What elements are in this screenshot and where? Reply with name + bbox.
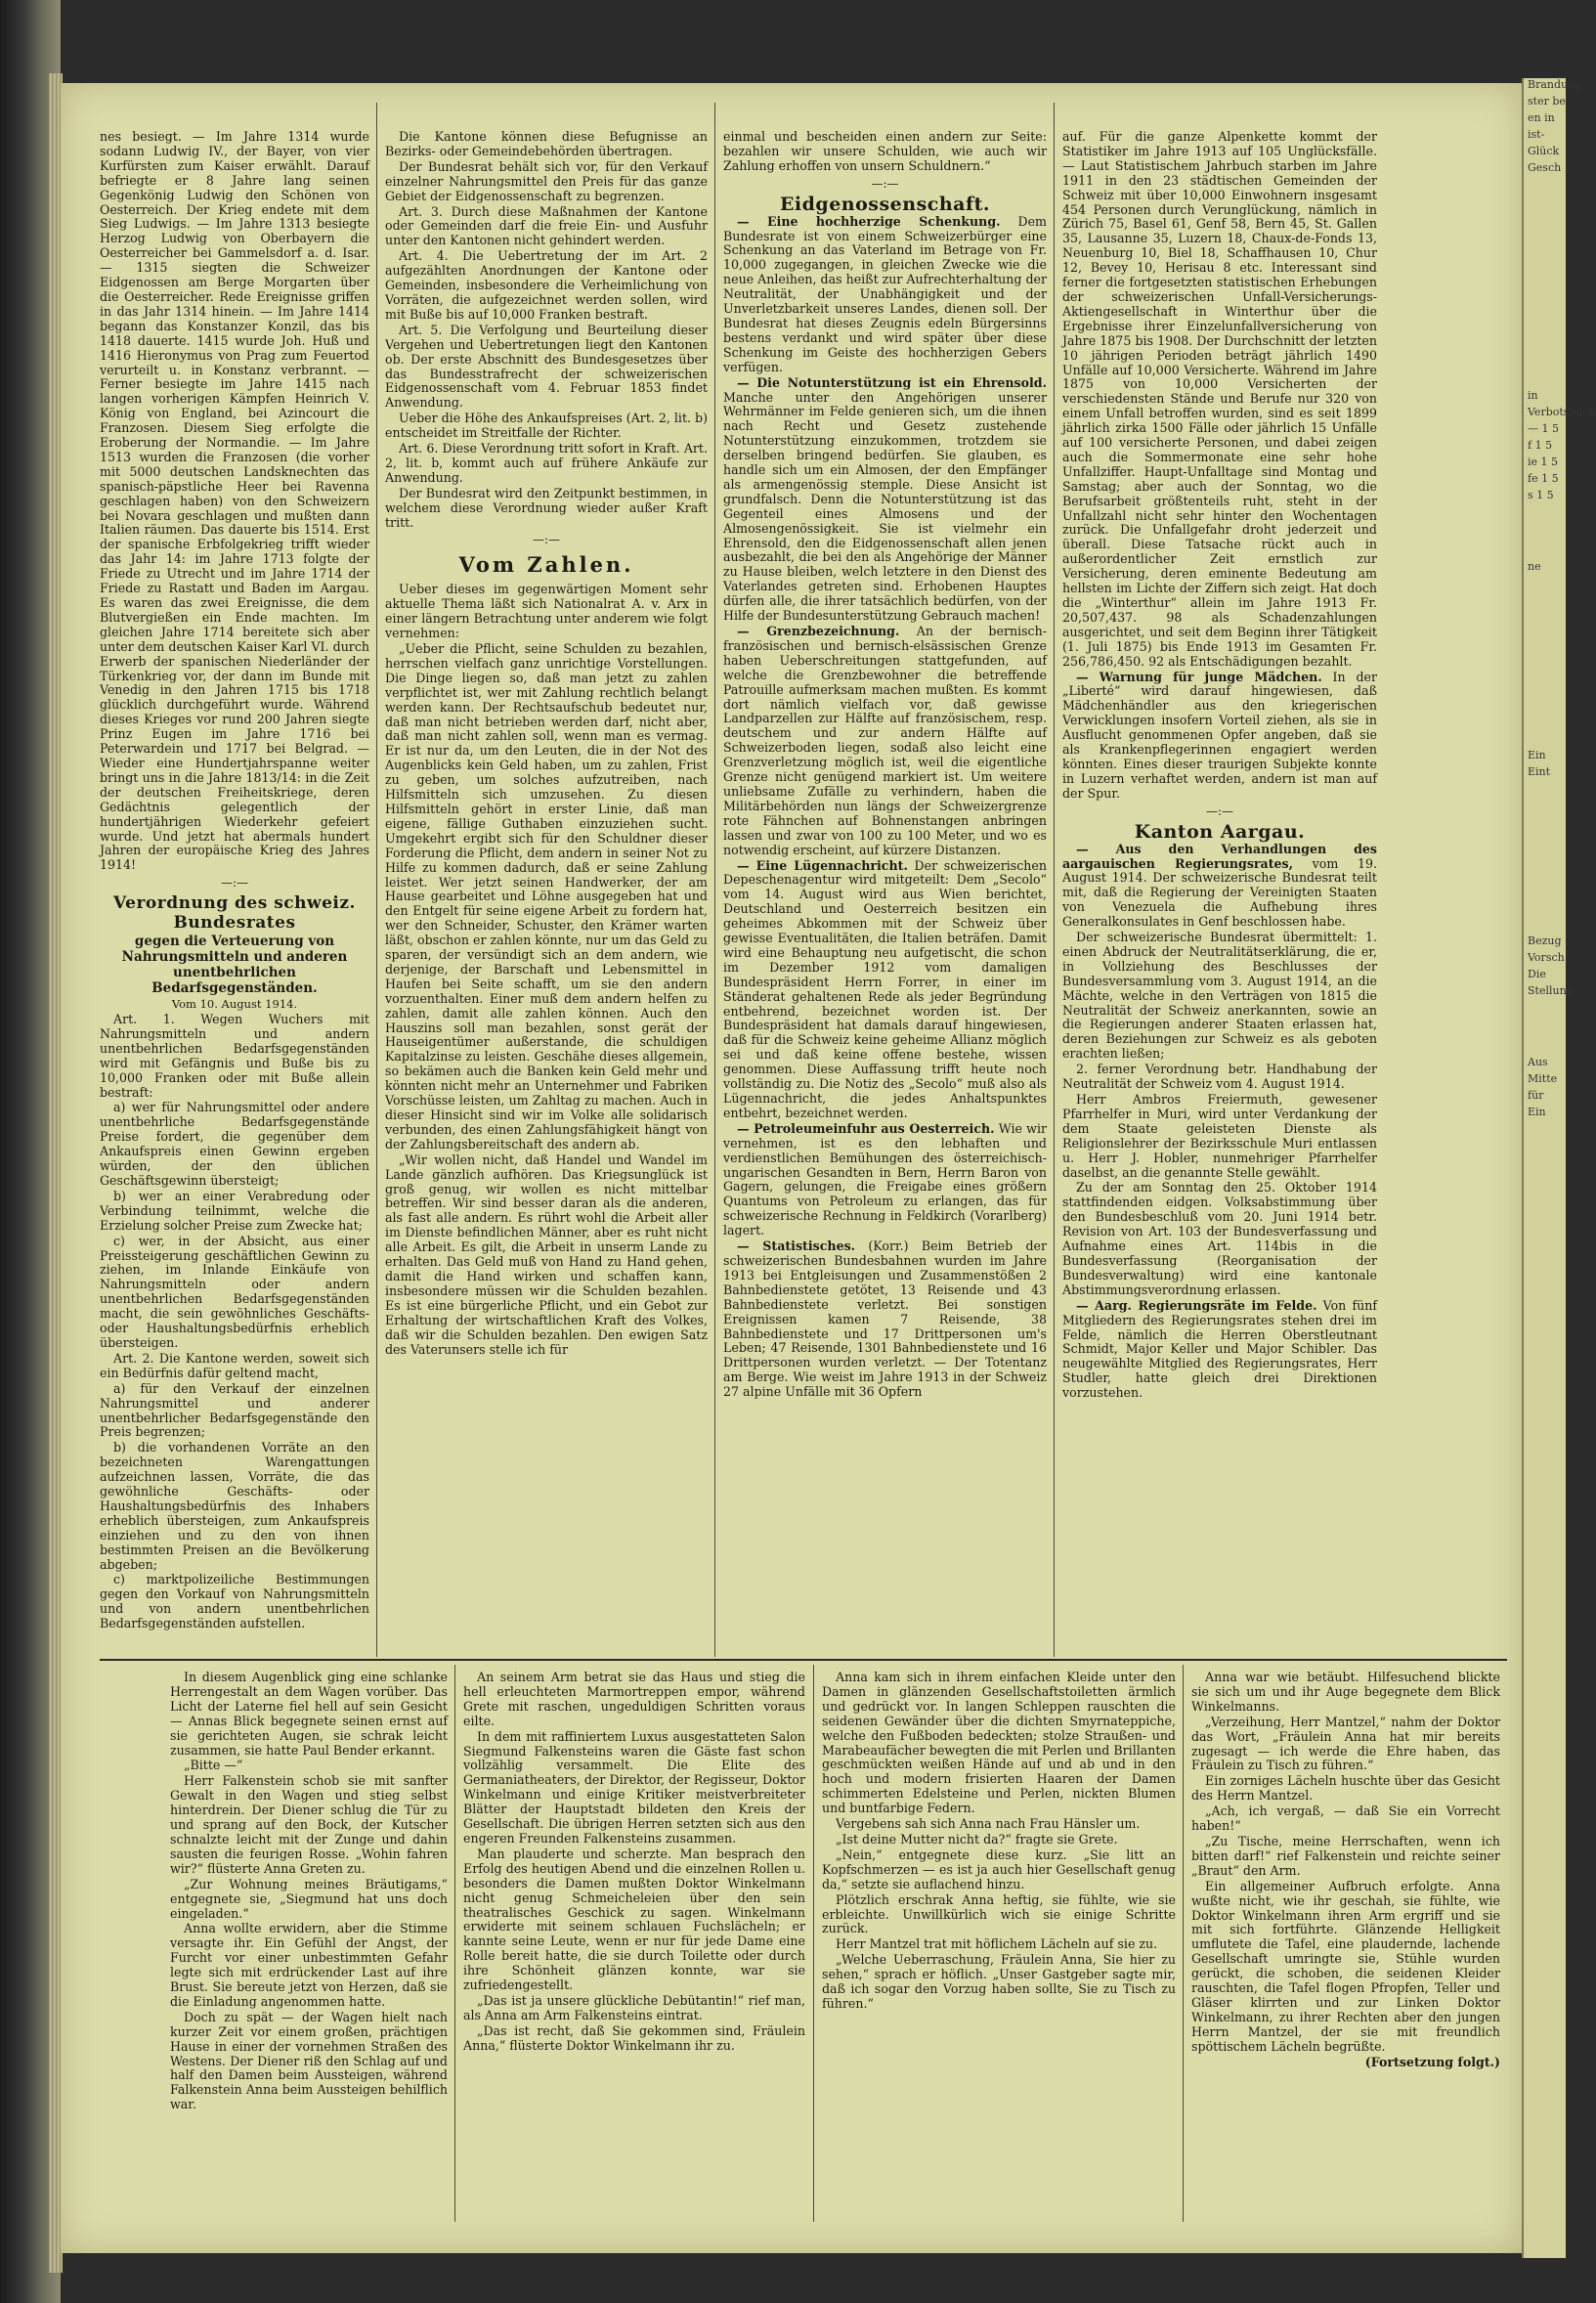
news-item-lead: — Eine Lügennachricht. — [737, 857, 908, 873]
edge-fragment: Eint — [1528, 765, 1551, 778]
edge-fragment: Mitte — [1528, 1072, 1558, 1085]
edge-fragment: Ein — [1528, 1106, 1546, 1118]
story-paragraph: Plötzlich erschrak Anna heftig, sie fühlte, wie sie erbleichte. Unwillkürlich wich sie einige Schritte zurück. — [822, 1891, 1176, 1936]
eidgenossenschaft-title: Eidgenossenschaft. — [779, 193, 991, 215]
story-paragraph: Man plauderte und scherzte. Man besprach den Erfolg des heutigen Abend und die einzelnen Rollen u. besonders die Damen mußten Doktor Winkelmann nicht genug Schmeicheleien über den sein theatralisches Geschick zu sagen. Winkelmann erwiderte mit seinem schlauen Fuchslächeln; er kannte seine Leute, wenn er nur für jede Dame eine Rolle bereit hatte, die sie durch Toilette oder durch ihre Schönheit glänzen konnte, war sie zufriedengestellt. — [463, 1846, 805, 1993]
news-item-text: Herr Ambros Freiermuth, gewesener Pfarrhelfer in Muri, wird unter Verdankung der dem Staate geleisteten Dienste als Religionslehrer der Bezirksschule Muri entlassen u. Herr J. Hobler, nunmehriger Pfarrhelfer daselbst, an die genannte Stelle gewählt. — [1062, 1092, 1377, 1180]
article-paragraph: „Wir wollen nicht, daß Handel und Wandel im Lande gänzlich aufhören. Das Kriegsunglück ist groß genug, wir wollen es nicht mittelbar betreffen. Wir sind besser daran als die anderen, als fast alle andern. Es rührt wohl die Arbeit aller im Dienste befindlichen Männer, aber es ruht nicht alle Arbeit. Es gilt, die Arbeit in unserm Lande zu erhalten. Das Geld muß von Hand zu Hand gehen, damit die Hand wirken und schaffen kann, insbesondere müssen wir die Schulden bezahlen. Es ist eine bürgerliche Pflicht, und ein Gebot zur Erhaltung der wirtschaftlichen Kraft des Volkes, daß wir die Schulden bezahlen. Den ewigen Satz des Vaterunsers stelle ich für — [385, 1152, 708, 1357]
news-item-text: vom 19. August 1914. Der schweizerische Bundesrat teilt mit, daß die Regierung der Vereinigten Staaten von Venezuela die Aufhebung ihres Generalkonsulates in Genf beschlossen habe. — [1062, 855, 1377, 930]
article-paragraph: einmal und bescheiden einen andern zur Seite: bezahlen wir unsere Schulden, wie auch wir Zahlung erhoffen von unsern Schuldnern.“ — [723, 129, 1047, 173]
news-item — [723, 859, 1047, 1121]
article-paragraph: „Ueber die Pflicht, seine Schulden zu bezahlen, herrschen vielfach ganz unrichtige Vorstellungen. Die Dinge liegen so, daß man jetzt zu zahlen verpflichtet ist, wer mit Zahlung rechtlich belangt werden kann. Der Rechtsaufschub bedeutet nur, daß man nicht betrieben werden darf, nicht aber, daß man nicht zahlen soll, wenn man es vermag. Er ist nur da, um den Leuten, die in der Not des Augenblicks kein Geld haben, um zu zahlen, Frist zu geben, um solches aufzutreiben, nach Hilfsmitteln sich umzusehen. Zu diesen Hilfsmitteln gehört in erster Linie, daß man eigene, fällige Guthaben einzuziehen sucht. Umgekehrt ergibt sich für den Schuldner dieser Forderung die Pflicht, dem andern in seiner Not zu Hilfe zu kommen dadurch, daß er seine Zahlung leistet. Wer jetzt seinen Handwerker, der am Hause gearbeitet und Löhne ausgegeben hat und den Entgelt für seine eigene Arbeit zu fordern hat, wer den Schneider, Schuster, den Krämer warten läßt, obschon er zahlen könnte, nur um das Geld zu sparen, der versündigt sich an dem andern, wie derjenige, der Barschaft und Lebensmittel in Haufen bei Seite schafft, um sie den andern vorzuenthalten. Einer muß dem andern helfen zu zahlen, damit alle zahlen können. Auch den Hauszins soll man bezahlen, sonst gerät der Hauseigentümer außerstande, die schuldigen Kapitalzinse zu leisten. Geschähe dieses allgemein, so bekämen auch die Banken kein Geld mehr und könnten nicht mehr an Unternehmer und Fabriken Vorschüsse leisten, um Zahltag zu machen. Auch in dieser Hinsicht sind wir im Volke alle solidarisch verbunden, des einen Zahlungsfähigkeit hängt von der Zahlungsbereitschaft des andern ab. — [385, 641, 708, 1152]
column-3 — [723, 130, 1047, 1655]
story-paragraph: „Verzeihung, Herr Mantzel,“ nahm der Doktor das Wort, „Fräulein Anna hat mir bereits zugesagt — ich werde die Ehre haben, das Fräulein zu Tisch zu führen.“ — [1191, 1714, 1500, 1773]
ordinance-date: Vom 10. August 1914. — [171, 997, 298, 1012]
column-rule — [1054, 103, 1055, 1657]
article-paragraph: Der Bundesrat wird den Zeitpunkt bestimmen, in welchem diese Verordnung wieder außer Kraft tritt. — [385, 485, 708, 530]
news-item-text: In der „Liberté“ wird darauf hingewiesen, daß Mädchenhändler aus den kriegerischen Verwicklungen insofern Vorteil ziehen, als sie in Ausflucht genommenen Opfer angeben, daß sie als Krankenpflegerinnen engagiert werden könnten. Eines dieser traurigen Subjekte konnte in Luzern verhaftet werden, andern ist man auf der Spur. — [1062, 669, 1377, 801]
zahlen-title: Vom Zahlen. — [458, 552, 634, 578]
column-1 — [100, 130, 369, 1655]
edge-fragment: Die — [1528, 968, 1546, 980]
news-item-text: Manche unter den Angehörigen unserer Wehrmänner im Felde genieren sich, um die ihnen nach Recht und Gesetz zustehende Notunterstützung einzukommen, trotzdem sie derselben bringend bedürfen. Sie glauben, es handle sich um ein Almosen, der den Empfänger als armengenössig stemple. Diese Ansicht ist grundfalsch. Denn die Notunterstützung ist das Gegenteil eines Almosens und der Almosengenössigkeit. Sie ist vielmehr ein Ehrensold, den die Eidgenossenschaft allen jenen ausbezahlt, die bei den als Angehörige der Männer zu Hause bleiben, welch letztere in den Dienst des Vaterlandes getreten sind. Erhobenen Hauptes dürfen alle, die ihrer tatsächlich bedürfen, von der Hilfe der Bundesunterstützung Gebrauch machen! — [723, 389, 1047, 624]
article-paragraph: Ueber dieses im gegenwärtigen Moment sehr aktuelle Thema läßt sich Nationalrat A. v. Arx in einer längern Betrachtung unter anderem wie folgt vernehmen: — [385, 582, 708, 641]
kanton-aargau-title: Kanton Aargau. — [1134, 820, 1306, 843]
news-item-lead: — Aarg. Regierungsräte im Felde. — [1076, 1297, 1317, 1313]
ordinance-subtitle: gegen die Verteuerung von Nahrungsmitteln und anderen unentbehrlichen Bedarfsgegenständen. — [121, 934, 348, 997]
news-item — [723, 215, 1047, 375]
feuilleton-column-1 — [170, 1671, 448, 2218]
news-item-lead: — Grenzbezeichnung. — [737, 624, 900, 638]
story-paragraph: Doch zu spät — der Wagen hielt nach kurzer Zeit vor einem großen, prächtigen Hause in einer der vornehmen Straßen des Westens. Der Diener riß den Schlag auf und half den Damen beim Aussteigen, während Falkenstein Anna beim Aussteigen behilflich war. — [170, 2009, 448, 2112]
separator: —:— — [532, 533, 561, 547]
article-paragraph: Art. 1. Wegen Wuchers mit Nahrungsmitteln und andern unentbehrlichen Bedarfsgegenständen wird mit Gefängnis und Buße bis zu 10,000 Franken oder mit Buße allein bestraft: — [100, 1012, 369, 1100]
edge-fragment: Gesch — [1528, 161, 1562, 174]
news-item-lead: — Eine hochherzige Schenkung. — [737, 213, 1001, 229]
news-item-text: An der bernisch-französischen und bernisch-elsässischen Grenze haben Ueberschreitungen stattgefunden, auf welche die Grenzbewohner die betreffende Patrouille aufmerksam machen mußten. Es kommt dort nämlich vielfach vor, daß gewisse Landparzellen zur Hälfte auf französischem, resp. deutschem und zur andern Hälfte auf Schweizerboden liegen, sodaß also leicht eine Grenzverletzung möglich ist, weil die eigentliche Grenze nicht genügend markiert ist. Um weitere unliebsame Zufälle zu verhindern, haben die Militärbehörden nun längs der Schweizergrenze rote Fähnchen auf Bohnenstangen anbringen lassen und zwar von 100 zu 100 Meter, und wo es notwendig erscheint, auf kürzere Distanzen. — [723, 624, 1047, 857]
news-item-lead: — Petroleumeinfuhr aus Oesterreich. — [737, 1120, 995, 1136]
story-paragraph: Anna kam sich in ihrem einfachen Kleide unter den Damen in glänzenden Gesellschaftstoiletten ärmlich und gedrückt vor. In langen Schleppen rauschten die seidenen Gewänder über die dichten Smyrnateppiche, welche den Fußboden bedeckten; stolze Straußen- und Marabeaufächer bewegten die mit Perlen und Brillanten geschmückten weißen Hände auf und ab und in den hoch und modern frisierten Haaren der Damen schimmerten Edelsteine und Perlen, nickten Blumen und buntfarbige Federn. — [822, 1670, 1176, 1816]
news-item-lead: — Warnung für junge Mädchen. — [1076, 669, 1322, 684]
story-paragraph: An seinem Arm betrat sie das Haus und stieg die hell erleuchteten Marmortreppen empor, während Grete mit raschen, ungeduldigen Schritten voraus eilte. — [463, 1670, 805, 1728]
newspaper-page — [61, 83, 1522, 2253]
column-4 — [1062, 130, 1377, 1655]
column-2 — [385, 130, 708, 1655]
story-paragraph: „Welche Ueberraschung, Fräulein Anna, Sie hier zu sehen,“ sprach er höflich. „Unser Gastgeber sagte mir, daß ich sogar den Vorzug haben sollte, Sie zu Tisch zu führen.“ — [822, 1952, 1176, 2011]
edge-fragment: ie 1 5 — [1528, 456, 1559, 468]
separator: —:— — [871, 176, 899, 191]
news-item-text: Von fünf Mitgliedern des Regierungsrates stehen drei im Felde, nämlich die Herren Oberstleutnant Schmidt, Major Keller und Major Schibler. Das neugewählte Mitglied des Regierungsrates, Herr Studler, hatte gleich drei Direktionen vorzustehen. — [1062, 1297, 1377, 1401]
adjacent-page-edge — [1522, 78, 1596, 2258]
story-paragraph: In diesem Augenblick ging eine schlanke Herrengestalt an dem Wagen vorüber. Das Licht der Laterne fiel hell auf sein Gesicht — Annas Blick begegnete seinen ernst auf sie gerichteten Augen, sie schrak leicht zusammen, sie hatte Paul Bender erkannt. — [170, 1670, 448, 1758]
column-rule — [376, 103, 377, 1657]
feuilleton-rule — [100, 1659, 1507, 1661]
edge-fragment: f 1 5 — [1528, 439, 1553, 452]
edge-fragment: ne — [1528, 560, 1541, 573]
story-paragraph: Herr Mantzel trat mit höflichem Lächeln auf sie zu. — [836, 1936, 1158, 1952]
news-item — [1062, 1063, 1377, 1092]
news-item-text: 2. ferner Verordnung betr. Handhabung der Neutralität der Schweiz vom 4. August 1914. — [1062, 1062, 1377, 1092]
article-paragraph: c) wer, in der Absicht, aus einer Preissteigerung geschäftlichen Gewinn zu ziehen, im Inlande Einkäufe von Nahrungsmitteln oder andern unentbehrlichen Bedarfsgegenständen macht, die sein gewöhnliches Geschäfts- oder Haushaltungsbedürfnis erheblich übersteigen. — [100, 1233, 369, 1350]
story-paragraph: „Ach, ich vergaß, — daß Sie ein Vorrecht haben!“ — [1191, 1803, 1500, 1834]
feuilleton-column-2 — [463, 1671, 805, 2218]
article-paragraph: Ueber die Höhe des Ankaufspreises (Art. 2, lit. b) entscheidet im Streitfalle der Richter. — [385, 411, 708, 441]
article-paragraph: a) wer für Nahrungsmittel oder andere unentbehrliche Bedarfsgegenstände Preise fordert, die gegenüber dem Ankaufspreis einen Gewinn ergeben würden, der den üblichen Geschäftsgewinn übersteigt; — [100, 1100, 369, 1188]
news-item — [723, 376, 1047, 624]
article-paragraph: b) die vorhandenen Vorräte an den bezeichneten Warengattungen aufzeichnen lassen, Vorräte, die das gewöhnliche Geschäfts- oder Haushaltungsbedürfnis des Inhabers erheblich übersteigen, zum Ankaufspreis einziehen und zu den von ihnen bestimmten Preisen an die Bevölkerung abgeben; — [100, 1440, 369, 1572]
story-paragraph: Herr Falkenstein schob sie mit sanfter Gewalt in den Wagen und stieg selbst hinterdrein. Der Diener schlug die Tür zu und sprang auf den Bock, der Kutscher schnalzte leicht mit der Zunge und dahin sausten die feurigen Rosse. „Wohin fahren wir?“ flüsterte Anna Greten zu. — [170, 1773, 448, 1876]
feuilleton-column-3 — [822, 1671, 1176, 2218]
column-rule — [454, 1665, 455, 2222]
news-item-text: Dem Bundesrate ist von einem Schweizerbürger eine Schenkung an das Vaterland im Betrage von Fr. 10,000 zugegangen, in gleichen Zwecke wie die neue Anleihen, das heißt zur Aufrechterhaltung der Neutralität, der Unabhängigkeit und der Unverletzbarkeit unseres Landes, dienen soll. Der Bundesrat hat dieses Zeugnis edeln Bürgersinns bestens verdankt und wird später über diese Schenkung im Geiste des hochherzigen Gebers verfügen. — [723, 213, 1047, 374]
story-paragraph: „Zur Wohnung meines Bräutigams,“ entgegnete sie, „Siegmund hat uns doch eingeladen.“ — [170, 1876, 448, 1921]
edge-fragment: für — [1528, 1089, 1544, 1102]
story-paragraph: Anna war wie betäubt. Hilfesuchend blickte sie sich um und ihr Auge begegnete dem Blick Winkelmanns. — [1191, 1670, 1500, 1714]
story-paragraph: In dem mit raffiniertem Luxus ausgestatteten Salon Siegmund Falkensteins waren die Gäste fast schon vollzählig versammelt. Die Elite des Germaniatheaters, der Direktor, der Regisseur, Doktor Winkelmann und einige Kritiker meistverbreiteter Blätter der Hauptstadt bildeten den Kreis der Gesellschaft. Die übrigen Herren setzten sich aus den engeren Freunden Falkensteins zusammen. — [463, 1728, 805, 1846]
edge-fragment: in — [1528, 389, 1538, 402]
article-paragraph: Der Bundesrat behält sich vor, für den Verkauf einzelner Nahrungsmittel den Preis für das ganze Gebiet der Eidgenossenschaft zu begrenzen. — [385, 158, 708, 203]
article-paragraph: Art. 3. Durch diese Maßnahmen der Kantone oder Gemeinden darf die freie Ein- und Ausfuhr unter den Kantonen nicht gehindert werden. — [385, 203, 708, 248]
edge-fragment: ster be — [1528, 95, 1566, 108]
article-paragraph: Art. 2. Die Kantone werden, soweit sich ein Bedürfnis dafür geltend macht, — [100, 1350, 369, 1380]
article-paragraph: auf. Für die ganze Alpenkette kommt der Statistiker im Jahre 1913 auf 105 Unglücksfälle. — Laut Statistischem Jahrbuch starben im Jahre 1911 in den 23 städtischen Gemeinden der Schweiz mit über 10,000 Einwohnern insgesamt 454 Personen durch Verunglückung, nämlich in Zürich 75, Basel 61, Genf 58, Bern 45, St. Gallen 35, Lausanne 35, Luzern 18, Chaux-de-Fonds 13, Neuenburg 10, Biel 18, Schaffhausen 10, Chur 12, Bevey 10, Herisau 8 etc. Interessant sind ferner die fortgesetzten statistischen Erhebungen der schweizerischen Unfall-Versicherungs-Aktiengesellschaft in Winterthur über die Ergebnisse ihrer Einzelunfallversicherung von Jahre 1875 bis 1908. Der Durchschnitt der letzten 10 jährigen Perioden beträgt jährlich 1490 Unfälle auf 10,000 Versicherte. Während im Jahre 1875 von 10,000 Versicherten der verschiedensten Stände und Berufe nur 320 von einem Unfall betroffen wurden, sind es seit 1899 jährlich zirka 1500 Fälle oder jährlich 15 Unfälle auf 100 versicherte Personen, und dabei zeigen auch die Sommermonate eine sehr hohe Unfallziffer. Haupt-Unfalltage sind Montag und Samstag; aber auch der Sonntag, wo die Berufsarbeit größtenteils ruht, steht in der Unfallzahl nicht sehr hinter den Wochentagen zurück. Die Unfallgefahr droht jederzeit und überall. Diese Tatsache rückt auch in außerordentlicher Zeit ernstlich zur Versicherung, deren eminente Bedeutung am hellsten im Lichte der Ziffern sich zeigt. Hat doch die „Winterthur“ allein im Jahre 1913 Fr. 20,507,437. 98 als Schadenzahlungen ausgerichtet, und seit dem Beginn ihrer Tätigkeit (1. Juli 1875) bis Ende 1913 im Gesamten Fr. 256,786,450. 92 als Entschädigungen bezahlt. — [1062, 129, 1377, 669]
column-rule — [813, 1665, 814, 2222]
news-item — [1062, 843, 1377, 930]
news-item-lead: — Statistisches. — [737, 1238, 856, 1254]
news-item — [1062, 1093, 1377, 1180]
story-paragraph: „Bitte —“ — [184, 1758, 243, 1773]
story-paragraph: „Zu Tische, meine Herrschaften, wenn ich bitten darf!“ rief Falkenstein und reichte seiner „Braut“ den Arm. — [1191, 1833, 1500, 1878]
edge-fragment: Bezug — [1528, 934, 1562, 947]
news-item-text: Zu der am Sonntag den 25. Oktober 1914 stattfindenden eidgen. Volksabstimmung über den Bundesbeschluß vom 20. Juni 1914 betr. Revision von Art. 103 der Bundesverfassung und Aufnahme eines Art. 114bis in die Bundesverfassung (Reorganisation der Bundesverwaltung) wird eine kantonale Abstimmungsverordnung erlassen. — [1062, 1180, 1377, 1297]
article-paragraph: b) wer an einer Verabredung oder Verbindung teilnimmt, welche die Erzielung solcher Preise zum Zwecke hat; — [100, 1188, 369, 1233]
story-paragraph: „Das ist ja unsere glückliche Debütantin!“ rief man, als Anna am Arm Falkensteins eintrat. — [463, 1992, 805, 2022]
article-paragraph: Art. 5. Die Verfolgung und Beurteilung dieser Vergehen und Uebertretungen liegt den Kantonen ob. Der erste Abschnitt des Bundesgesetzes über das Bundesstrafrecht der schweizerischen Eidgenossenschaft vom 4. Februar 1853 findet Anwendung. — [385, 322, 708, 411]
edge-fragment: fe 1 5 — [1528, 472, 1559, 485]
news-item — [723, 625, 1047, 858]
story-paragraph: Ein allgemeiner Aufbruch erfolgte. Anna wußte nicht, wie ihr geschah, sie fühlte, wie Doktor Winkelmann ihren Arm ergriff und sie mit sich fortführte. Glänzende Helligkeit umflutete die Tafel, eine plaudernde, lachende Gesellschaft umringte sie, Stühle wurden gerückt, die schoben, die seidenen Kleider rauschten, die Tafel flogen Pfropfen, Teller und Gläser klirrten und zur Linken Doktor Winkelmann, zu ihrer Rechten aber den jungen Herrn Mantzel, der sie mit freundlich spöttischem Lächeln begrüßte. — [1191, 1878, 1500, 2054]
news-item — [1062, 1299, 1377, 1401]
continued-note: (Fortsetzung folgt.) — [1364, 2054, 1500, 2069]
edge-fragment: Vorsch — [1528, 951, 1565, 964]
article-paragraph: a) für den Verkauf der einzelnen Nahrungsmittel und anderer unentbehrlicher Bedarfsgegenstände den Preis begrenzen; — [100, 1380, 369, 1440]
article-paragraph: Die Kantone können diese Befugnisse an Bezirks- oder Gemeindebehörden übertragen. — [385, 129, 708, 158]
news-item — [1062, 931, 1377, 1062]
feuilleton-column-4 — [1191, 1671, 1500, 2218]
edge-fragment: Glück — [1528, 145, 1560, 157]
column-rule — [1183, 1665, 1184, 2222]
news-item-text: Der schweizerische Bundesrat übermittelt: 1. einen Abdruck der Neutralitätserklärung, die er, in Vollziehung des Beschlusses der Bundesversammlung vom 3. August 1914, an die Mächte, welche in den Verträgen von 1815 die Neutralität der Schweiz anerkannten, sowie an die Regierungen anderer Staaten erlassen hat, deren Beziehungen zur Schweiz es als geboten erachten ließen; — [1062, 930, 1377, 1062]
story-paragraph: Ein zorniges Lächeln huschte über das Gesicht des Herrn Mantzel. — [1191, 1773, 1500, 1803]
article-paragraph: Art. 4. Die Uebertretung der im Art. 2 aufgezählten Anordnungen der Kantone oder Gemeinden, insbesondere die Verheimlichung von Vorräten, die aufgezeichnet werden sollen, wird mit Buße bis auf 10,000 Franken bestraft. — [385, 248, 708, 322]
news-item-text: (Korr.) Beim Betrieb der schweizerischen Bundesbahnen wurden im Jahre 1913 bei Entgleisungen und Zusammenstößen 2 Bahnbedienstete getötet, 13 Reisende und 43 Bahnbedienstete verletzt. Bei sonstigen Ereignissen kamen 7 Reisende, 38 Bahnbedienstete und 17 Drittpersonen um's Leben; 47 Reisende, 1301 Bahnbedienstete und 16 Drittpersonen wurden verletzt. — Der Totentanz am Berge. Wie weist im Jahre 1913 in der Schweiz 27 alpine Unfälle mit 36 Opfern — [723, 1238, 1047, 1400]
news-item — [1062, 1181, 1377, 1297]
news-item — [723, 1122, 1047, 1238]
article-paragraph: Art. 6. Diese Verordnung tritt sofort in Kraft. Art. 2, lit. b, kommt auch auf frühere Ankäufe zur Anwendung. — [385, 441, 708, 485]
separator: —:— — [1205, 804, 1234, 818]
edge-fragment: Stellung — [1528, 984, 1574, 997]
news-item-lead: — Die Notunterstützung ist ein Ehrensold. — [737, 374, 1047, 390]
ordinance-title: Verordnung des schweiz. Bundesrates — [113, 893, 356, 934]
edge-fragment: Aus — [1528, 1056, 1548, 1068]
news-item — [723, 1239, 1047, 1400]
edge-fragment: s 1 5 — [1528, 489, 1554, 501]
news-item-text: Wie wir vernehmen, ist es den lebhaften und verdienstlichen Bemühungen des österreichisch-ungarischen Gesandten in Bern, Herrn Baron von Gagern, gelungen, die Freigabe eines größern Quantums von Petroleum zu erlangen, das für schweizerische Rechnung in Feldkirch (Vorarlberg) lagert. — [723, 1120, 1047, 1238]
article-paragraph: c) marktpolizeiliche Bestimmungen gegen den Vorkauf von Nahrungsmitteln und von andern unentbehrlichen Bedarfsgegenständen aufstellen. — [100, 1572, 369, 1631]
separator: —:— — [220, 876, 249, 891]
edge-fragment: ist- — [1528, 128, 1545, 141]
edge-fragment: Brandung — [1528, 78, 1582, 91]
story-paragraph: „Nein,“ entgegnete diese kurz. „Sie litt an Kopfschmerzen — es ist ja auch hier Gesellschaft genug da,“ setzte sie auflachend hinzu. — [822, 1847, 1176, 1891]
edge-fragment: Verbotsbuch — [1528, 406, 1596, 418]
edge-fragment: Ein — [1528, 749, 1546, 761]
story-paragraph: „Das ist recht, daß Sie gekommen sind, Fräulein Anna,“ flüsterte Doktor Winkelmann ihr zu. — [463, 2022, 805, 2053]
story-paragraph: „Ist deine Mutter nicht da?“ fragte sie Grete. — [836, 1831, 1118, 1847]
column-rule — [714, 103, 715, 1657]
edge-fragment: — 1 5 — [1528, 422, 1559, 435]
news-item-text: Der schweizerischen Depeschenagentur wird mitgeteilt: Dem „Secolo“ vom 14. August wird aus Wien berichtet, Deutschland und Oesterreich besitzen ein geheimes Abkommen mit der Schweiz über gewisse Eventualitäten, die Italien beträfen. Damit wird eine Behauptung neu aufgetischt, die schon im Dezember 1912 vom damaligen Bundespräsident Herrn Forrer, in einer im Ständerat gehaltenen Rede als jeder Begründung entbehrend, bezeichnet worden ist. Der Bundespräsident hat damals darauf hingewiesen, daß für die Schweiz keine geheime Allianz möglich sei und daß keine offene bestehe, wissen genommen. Diese Auffassung trifft heute noch vollständig zu. Die Notiz des „Secolo“ muß also als Lügennachricht, die jedes Anhaltspunktes entbehrt, bezeichnet werden. — [723, 857, 1047, 1120]
history-paragraph: nes besiegt. — Im Jahre 1314 wurde sodann Ludwig IV., der Bayer, von vier Kurfürsten zum Kaiser erwählt. Darauf befriegte er 8 Jahre lang seinen Gegenkönig Ludwig den Schönen von Oesterreich. Der Krieg endete mit dem Sieg Ludwigs. — Im Jahre 1313 besiegte Herzog Ludwig von Oberbayern die Oesterreicher bei Gammelsdorf a. d. Isar. — 1315 siegten die Schweizer Eidgenossen am Berge Morgarten über die Oesterreicher. Rede Ereignisse griffen in das Jahr 1314 hinein. — Im Jahre 1414 begann das Konstanzer Konzil, das bis 1418 dauerte. 1415 wurde Joh. Huß und 1416 Hieronymus von Prag zum Feuertod verurteilt u. in Konstanz verbrannt. — Ferner besiegte im Jahre 1415 nach langen vorherigen Kämpfen Heinrich V. König von England, bei Azincourt die Franzosen. Diesem Sieg erfolgte die Eroberung der Normandie. — Im Jahre 1513 wurden die Franzosen (die vorher mit 5000 deutschen Landsknechten das spanisch-päpstliche Heer bei Ravenna geschlagen haben) von den Schweizern bei Novara geschlagen und mußten dann Italien räumen. Das dauerte bis 1514. Erst der spanische Erbfolgekrieg trifft wieder das Jahr 14: im Jahre 1713 folgte der Friede zu Utrecht und im Jahre 1714 der Friede zu Rastatt und Baden im Aargau. Es waren das zwei Ereignisse, die dem Blutvergießen ein Ende machten. Im gleichen Jahre 1714 bereitete sich aber unter dem deutschen Kaiser Karl VI. durch Erwerb der spanischen Niederländer der Türkenkrieg vor, der dann im Bunde mit Venedig in den Jahren 1715 bis 1718 glücklich durchgeführt wurde. Während dieses Krieges vor rund 200 Jahren siegte Prinz Eugen im Jahre 1716 bei Peterwardein und 1717 bei Belgrad. — Wieder eine Hundertjahrspanne weiter bringt uns in die Jahre 1813/14: in die Zeit der deutschen Freiheitskriege, deren Gedächtnis gelegentlich der hundertjährigen Wiederkehr gefeiert wurde. Und jetzt hat abermals hundert Jahren der europäische Krieg des Jahres 1914! — [100, 129, 369, 873]
story-paragraph: Anna wollte erwidern, aber die Stimme versagte ihr. Ein Gefühl der Angst, der Furcht vor einer unbestimmten Gefahr legte sich mit erdrückender Last auf ihre Brust. Sie bereute jetzt von Herzen, daß sie die Einladung angenommen hatte. — [170, 1921, 448, 2009]
news-item — [1062, 671, 1377, 802]
story-paragraph: Vergebens sah sich Anna nach Frau Hänsler um. — [836, 1816, 1141, 1832]
news-item-lead: — Aus den Verhandlungen des aargauischen Regierungsrates, — [1062, 841, 1377, 871]
edge-fragment: en in — [1528, 111, 1555, 124]
